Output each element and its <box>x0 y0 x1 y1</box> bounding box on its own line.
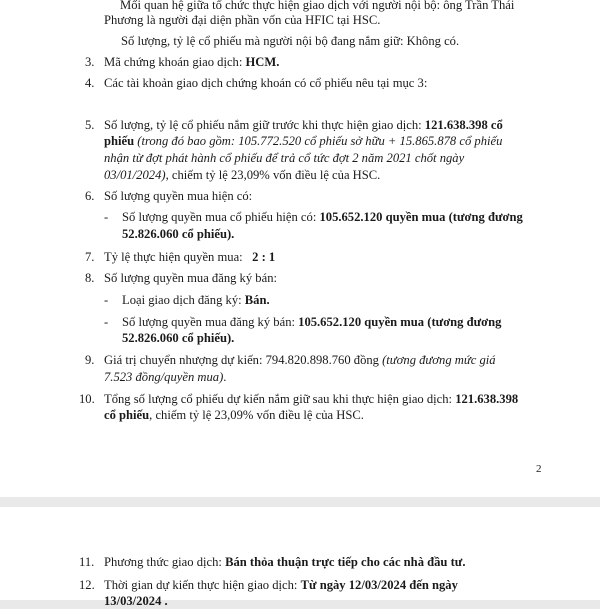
item-5-line-3: nhận từ đợt phát hành cổ phiếu để trả cổ tức đợt 2 năm 2021 chốt ngày <box>104 151 465 165</box>
item-8-bullet-1: - <box>104 293 109 307</box>
item-8-sub-2-line-2: 52.826.060 cổ phiếu). <box>122 331 235 345</box>
item-4-text: Các tài khoản giao dịch chứng khoán có cổ phiếu nêu tại mục 3: <box>104 76 428 90</box>
item-5-line-1: Số lượng, tỷ lệ cổ phiếu nắm giữ trước khi thực hiện giao dịch: 121.638.398 cổ <box>104 118 503 132</box>
item-5-line-4: 03/01/2024), chiếm tỷ lệ 23,09% vốn điều lệ của HSC. <box>104 168 381 182</box>
item-8-bullet-2: - <box>104 315 109 329</box>
item-10-line-2: cổ phiếu, chiếm tỷ lệ 23,09% vốn điều lệ của HSC. <box>104 408 364 422</box>
insider-relationship-line: Mối quan hệ giữa tổ chức thực hiện giao dịch với người nội bộ: ông Trần Thái <box>120 0 515 12</box>
item-12-line-2: 13/03/2024 . <box>104 594 168 608</box>
item-6-sub-line-1: Số lượng quyền mua cổ phiếu hiện có: 105.652.120 quyền mua (tương đương <box>122 210 523 224</box>
item-9-number: 9. <box>85 353 95 367</box>
item-11-number: 11. <box>79 555 95 569</box>
item-11-text: Phương thức giao dịch: Bán thỏa thuận trực tiếp cho các nhà đầu tư. <box>104 555 466 569</box>
insider-relationship-line-2: Phương là người đại diện phần vốn của HFIC tại HSC. <box>104 13 381 27</box>
item-7-text: Tỷ lệ thực hiện quyền mua: 2 : 1 <box>104 250 276 264</box>
item-8-text: Số lượng quyền mua đăng ký bán: <box>104 271 277 285</box>
item-10-number: 10. <box>79 392 95 406</box>
item-12-line-1: Thời gian dự kiến thực hiện giao dịch: Từ ngày 12/03/2024 đến ngày <box>104 578 458 592</box>
insider-holdings-line: Số lượng, tỷ lệ cổ phiếu mà người nội bộ đang nắm giữ: Không có. <box>121 34 460 48</box>
item-12-number: 12. <box>79 578 95 592</box>
item-10-line-1: Tổng số lượng cổ phiếu dự kiến nắm giữ sau khi thực hiện giao dịch: 121.638.398 <box>104 392 519 406</box>
item-3-number: 3. <box>85 55 95 69</box>
item-3-text: Mã chứng khoán giao dịch: HCM. <box>104 55 280 69</box>
item-8-number: 8. <box>85 271 95 285</box>
item-5-line-2: phiếu (trong đó bao gồm: 105.772.520 cổ phiếu sở hữu + 15.865.878 cổ phiếu <box>104 134 503 148</box>
item-6-sub-line-2: 52.826.060 cổ phiếu). <box>122 227 235 241</box>
item-8-sub-2-line-1: Số lượng quyền mua đăng ký bán: 105.652.120 quyền mua (tương đương <box>122 315 502 329</box>
item-6-bullet: - <box>104 210 109 224</box>
document-page-2 <box>0 507 600 608</box>
item-9-line-1: Giá trị chuyển nhượng dự kiến: 794.820.898.760 đồng (tương đương mức giá <box>104 353 496 367</box>
item-7-number: 7. <box>85 250 95 264</box>
item-9-line-2: 7.523 đồng/quyền mua). <box>104 370 227 384</box>
item-8-sub-1: Loại giao dịch đăng ký: Bán. <box>122 293 270 307</box>
item-6-number: 6. <box>85 189 95 203</box>
item-6-text: Số lượng quyền mua hiện có: <box>104 189 253 203</box>
page-number: 2 <box>536 463 542 475</box>
item-4-number: 4. <box>85 76 95 90</box>
item-5-number: 5. <box>85 118 95 132</box>
